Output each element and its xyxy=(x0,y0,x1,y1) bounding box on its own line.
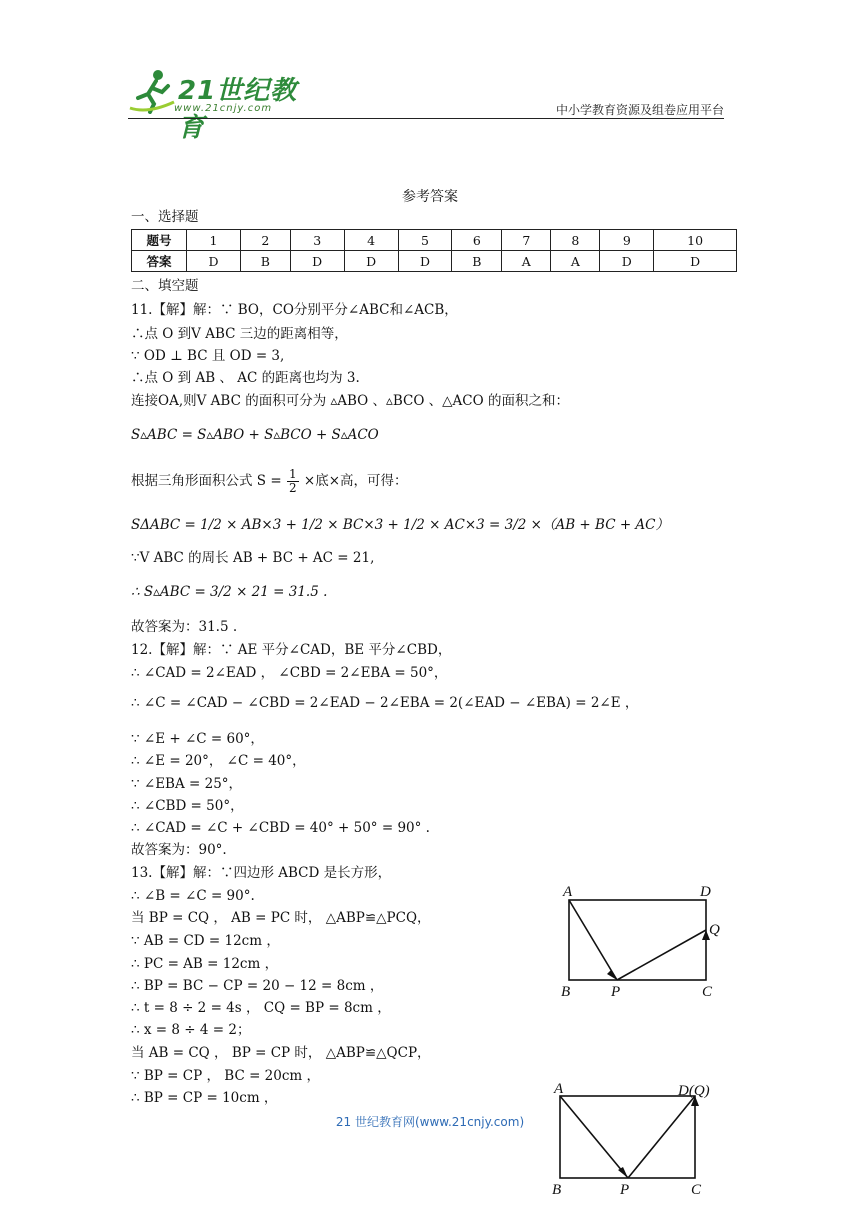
q11-area-sum: S▵ABC = S▵ABO + S▵BCO + S▵ACO xyxy=(131,427,379,443)
q13-line: ∴ BP = CP = 10cm ， xyxy=(131,1090,278,1106)
q13-line: 当 BP = CQ ， AB = PC 时， △ABP≌△PCQ， xyxy=(131,910,431,926)
page-title: 参考答案 xyxy=(402,189,458,205)
table-cell: 7 xyxy=(502,230,551,251)
q13-line: ∴ PC = AB = 12cm ， xyxy=(131,956,279,972)
q11-line: 11.【解】解：∵ BO，CO分别平分∠ABC和∠ACB， xyxy=(131,302,458,318)
q13-line: ∴ x = 8 ÷ 4 = 2； xyxy=(131,1022,251,1038)
table-cell: 4 xyxy=(344,230,398,251)
table-row xyxy=(132,230,737,251)
q11-formula-text: 根据三角形面积公式 S = xyxy=(131,473,282,489)
answer-table xyxy=(131,229,737,272)
label-p: P xyxy=(620,1182,630,1198)
table-cell: 1 xyxy=(187,230,241,251)
logo xyxy=(128,66,298,143)
q13-line: 13.【解】解：∵四边形 ABCD 是长方形， xyxy=(131,865,392,881)
header-divider xyxy=(128,118,724,119)
table-cell: D xyxy=(290,251,344,272)
logo-text: 21世纪教育 xyxy=(178,76,298,143)
label-p: P xyxy=(611,984,621,1000)
table-row xyxy=(132,251,737,272)
label-a: A xyxy=(563,884,573,900)
q12-answer: 故答案为：90°. xyxy=(131,842,227,858)
q11-formula-text: ×底×高，可得： xyxy=(303,473,408,489)
table-cell: 6 xyxy=(452,230,502,251)
runner-logo-icon xyxy=(128,68,176,114)
q11-line: ∴点 O 到V ABC 三边的距离相等， xyxy=(131,326,348,342)
q12-line: ∴ ∠CAD = 2∠EAD ， ∠CBD = 2∠EBA = 50°， xyxy=(131,665,448,681)
table-cell: D xyxy=(344,251,398,272)
footer-link[interactable]: 21 世纪教育网(www.21cnjy.com) xyxy=(335,1115,525,1129)
section-fill-heading: 二、填空题 xyxy=(131,278,199,294)
label-q: Q xyxy=(709,922,720,938)
label-b: B xyxy=(561,984,571,1000)
q11-line: 连接OA,则V ABC 的面积可分为 ▵ABO 、▵BCO 、△ACO 的面积之和： xyxy=(131,393,569,409)
table-cell: 9 xyxy=(600,230,654,251)
q12-line: ∴ ∠C = ∠CAD − ∠CBD = 2∠EAD − 2∠EBA = 2(∠EAD − ∠EBA) = 2∠E ， xyxy=(131,695,639,711)
q11-result: ∴ S▵ABC = 3/2 × 21 = 31.5 . xyxy=(131,584,328,600)
q13-line: ∴ ∠B = ∠C = 90°. xyxy=(131,888,255,904)
label-c: C xyxy=(691,1182,702,1198)
table-cell: 10 xyxy=(654,230,737,251)
q13-line: ∵ BP = CP ， BC = 20cm ， xyxy=(131,1068,320,1084)
table-cell: D xyxy=(187,251,241,272)
label-c: C xyxy=(702,984,713,1000)
table-cell: 5 xyxy=(398,230,452,251)
table-cell: 3 xyxy=(290,230,344,251)
table-cell: B xyxy=(452,251,502,272)
q12-line: ∴ ∠CAD = ∠C + ∠CBD = 40° + 50° = 90° . xyxy=(131,820,430,836)
section-choice-heading: 一、选择题 xyxy=(131,209,199,225)
platform-name: 中小学教育资源及组卷应用平台 xyxy=(555,103,724,117)
q12-line: 12.【解】解：∵ AE 平分∠CAD，BE 平分∠CBD， xyxy=(131,642,452,658)
q11-line: ∴点 O 到 AB 、 AC 的距离也均为 3. xyxy=(131,370,360,386)
fraction-half: $\frac{1}{2}$ xyxy=(288,467,297,495)
q13-line: ∵ AB = CD = 12cm ， xyxy=(131,933,280,949)
q11-line: ∵V ABC 的周长 AB + BC + AC = 21, xyxy=(131,550,375,566)
label-b: B xyxy=(552,1182,562,1198)
table-header-cell: 答案 xyxy=(132,251,187,272)
label-d-q: D(Q) xyxy=(678,1083,710,1099)
q12-line: ∴ ∠E = 20°， ∠C = 40°， xyxy=(131,753,306,769)
q12-line: ∴ ∠CBD = 50°， xyxy=(131,798,244,814)
table-cell: 8 xyxy=(551,230,600,251)
label-a: A xyxy=(554,1081,564,1097)
table-cell: D xyxy=(600,251,654,272)
table-cell: B xyxy=(240,251,290,272)
table-header-cell: 题号 xyxy=(132,230,187,251)
q13-line: 当 AB = CQ ， BP = CP 时， △ABP≌△QCP， xyxy=(131,1045,431,1061)
q13-line: ∴ t = 8 ÷ 2 = 4s ， CQ = BP = 8cm ， xyxy=(131,1000,391,1016)
q11-line: ∵ OD ⊥ BC 且 OD = 3, xyxy=(131,348,285,364)
table-cell: A xyxy=(502,251,551,272)
rectangle-figure-2 xyxy=(548,1080,728,1200)
table-cell: A xyxy=(551,251,600,272)
table-cell: D xyxy=(398,251,452,272)
q11-answer: 故答案为：31.5 . xyxy=(131,619,238,635)
q13-line: ∴ BP = BC − CP = 20 − 12 = 8cm ， xyxy=(131,978,384,994)
q11-formula-line xyxy=(131,468,408,495)
logo-subtext: www.21cnjy.com xyxy=(174,103,273,114)
table-cell: D xyxy=(654,251,737,272)
rectangle-figure-1 xyxy=(555,878,730,1003)
q12-line: ∵ ∠EBA = 25°， xyxy=(131,776,243,792)
q11-area-expansion: SΔABC = 1/2 × AB×3 + 1/2 × BC×3 + 1/2 × AC×3 = 3/2 ×（AB + BC + AC） xyxy=(131,517,670,533)
label-d: D xyxy=(700,884,711,900)
q12-line: ∵ ∠E + ∠C = 60°， xyxy=(131,731,264,747)
table-cell: 2 xyxy=(240,230,290,251)
